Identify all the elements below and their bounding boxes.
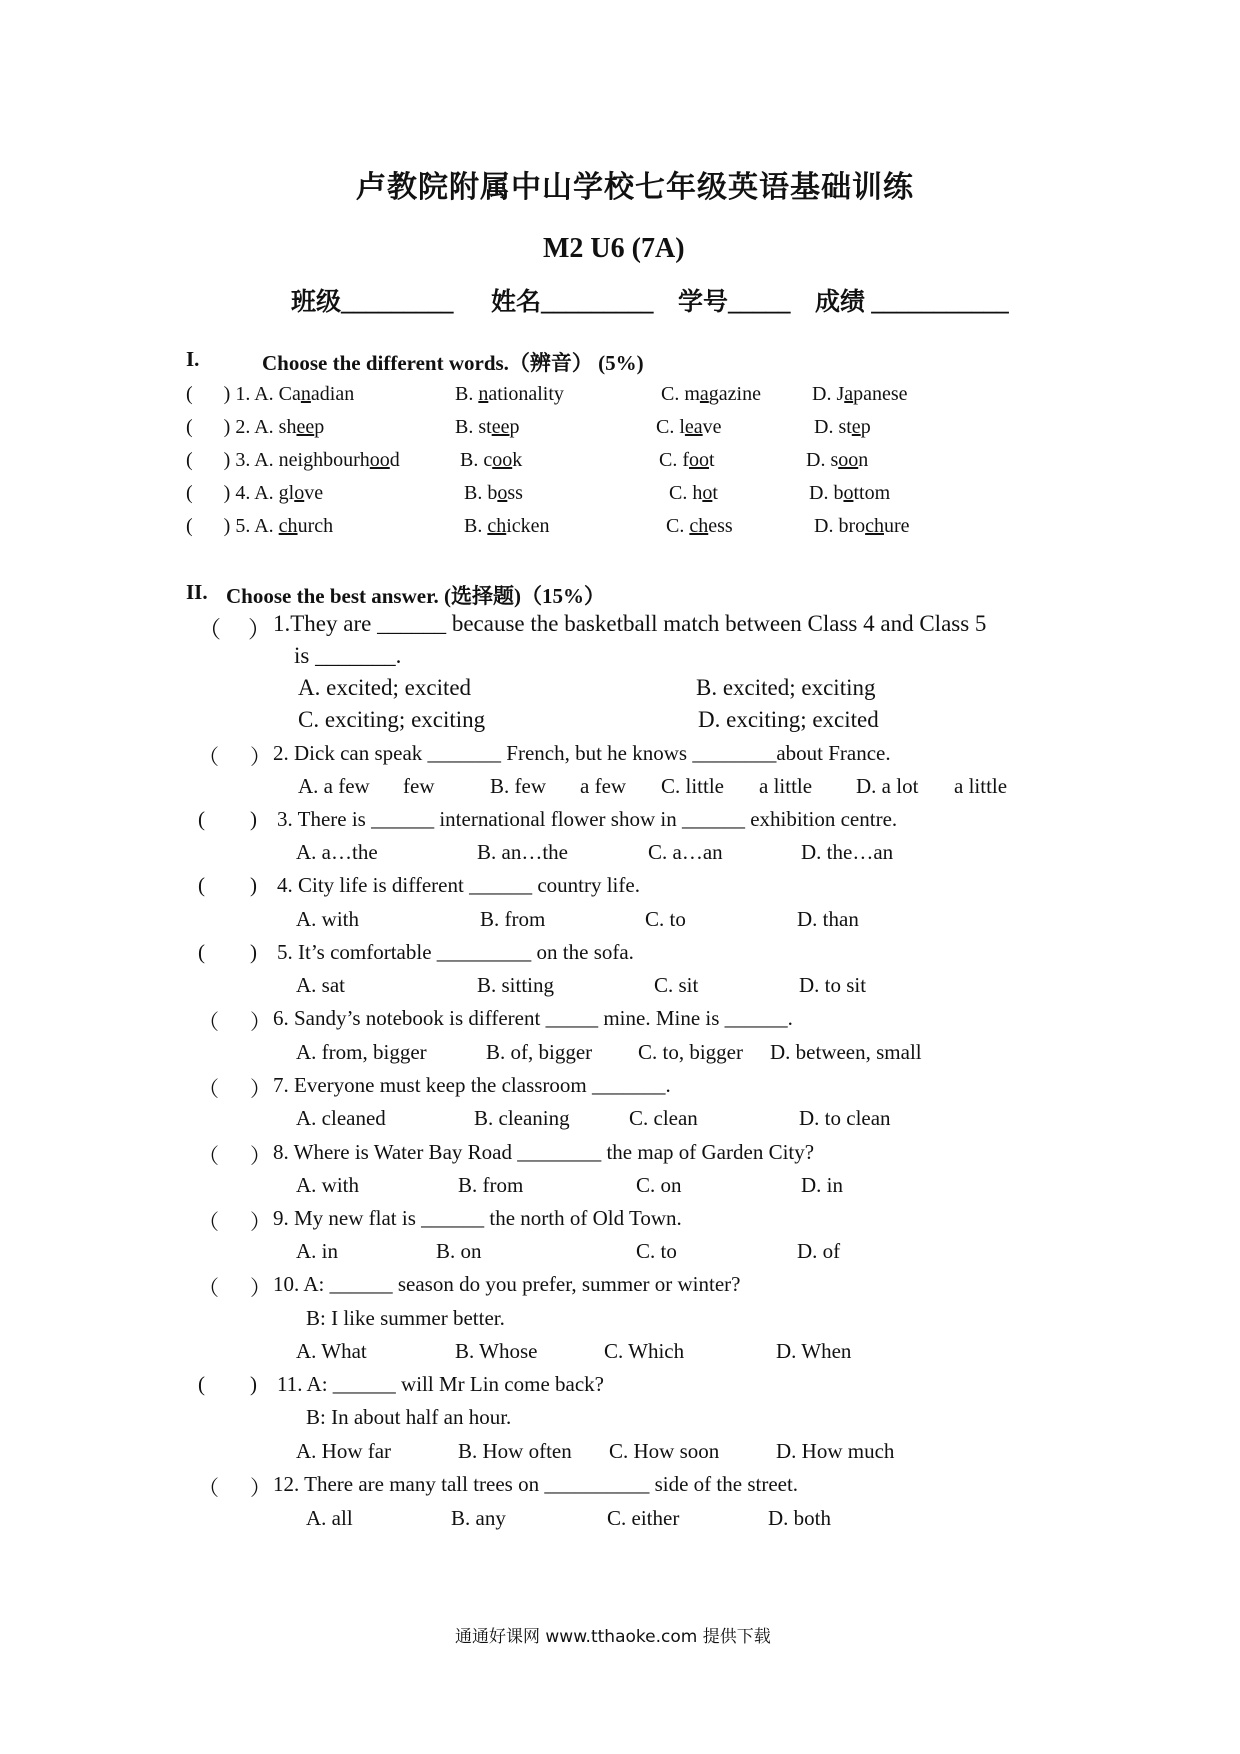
- option-c: C. foot: [659, 449, 715, 471]
- answer-bracket: ( ) 4. A. glove: [186, 482, 324, 504]
- answer-bracket-open: (: [198, 940, 205, 964]
- option-b-second: a few: [580, 774, 627, 798]
- option-d: D. between, small: [770, 1040, 922, 1064]
- option-d: D. How much: [776, 1439, 895, 1463]
- section2-heading: Choose the best answer. (选择题)（15%）: [226, 584, 605, 608]
- question-stem: 6. Sandy’s notebook is different _____ mine. Mine is ______.: [273, 1006, 793, 1030]
- answer-bracket-open: （: [198, 1476, 219, 1500]
- option-b: B. cleaning: [474, 1106, 570, 1130]
- question-stem: 12. There are many tall trees on __________ side of the street.: [273, 1472, 799, 1496]
- answer-bracket: ( ) 1. A. Canadian: [186, 383, 355, 405]
- option-a: A. What: [296, 1339, 367, 1363]
- option-b: B. from: [458, 1173, 524, 1197]
- option-b: B. any: [451, 1506, 506, 1530]
- dialogue-reply: B: In about half an hour.: [306, 1405, 512, 1429]
- option-d: D. in: [801, 1173, 843, 1197]
- option-b: B. from: [480, 907, 546, 931]
- option-a-second: few: [403, 774, 435, 798]
- question-stem: 4. City life is different ______ country life.: [277, 873, 640, 897]
- question-stem: 8. Where is Water Bay Road ________ the map of Garden City?: [273, 1140, 815, 1164]
- answer-bracket-close: ）: [250, 745, 271, 769]
- question-stem: 7. Everyone must keep the classroom _______.: [273, 1073, 671, 1097]
- answer-bracket-close: ）: [250, 1077, 271, 1101]
- option-c: C. either: [607, 1506, 680, 1530]
- option-b: B. How often: [458, 1439, 572, 1463]
- option-d: D. When: [776, 1339, 852, 1363]
- answer-bracket-close: ): [250, 807, 257, 831]
- option-b: B. nationality: [455, 383, 564, 405]
- section1-heading: Choose the different words.（辨音） (5%): [262, 351, 644, 375]
- option-b: B. steep: [455, 416, 520, 438]
- answer-bracket: ( ) 5. A. church: [186, 515, 334, 537]
- question-stem: 1.They are ______ because the basketball match between Class 4 and Class 5: [273, 611, 987, 636]
- answer-bracket-close: ): [250, 1372, 257, 1396]
- question-stem: 11. A: ______ will Mr Lin come back?: [277, 1372, 604, 1396]
- answer-bracket-close: ): [250, 873, 257, 897]
- question-stem: 5. It’s comfortable _________ on the sofa.: [277, 940, 634, 964]
- option-d: D. both: [768, 1506, 831, 1530]
- option-b: B. an…the: [477, 840, 568, 864]
- option-d: D. to clean: [799, 1106, 891, 1130]
- answer-bracket-close: ): [250, 940, 257, 964]
- option-d: D. brochure: [814, 515, 910, 537]
- option-b: B. chicken: [464, 515, 550, 537]
- answer-bracket: ( ) 3. A. neighbourhood: [186, 449, 400, 471]
- option-c: C. to: [645, 907, 686, 931]
- question-stem: 10. A: ______ season do you prefer, summer or winter?: [273, 1272, 741, 1296]
- question-stem-continued: is _______.: [294, 643, 402, 668]
- option-d: D. to sit: [799, 973, 867, 997]
- dialogue-reply: B: I like summer better.: [306, 1306, 505, 1330]
- option-a: A. with: [296, 907, 359, 931]
- option-a: A. How far: [296, 1439, 392, 1463]
- option-c: C. leave: [656, 416, 722, 438]
- answer-bracket-open: （: [198, 617, 221, 642]
- option-a: A. a…the: [296, 840, 378, 864]
- answer-bracket-open: （: [198, 1276, 219, 1300]
- student-id-field: 学号_____: [678, 289, 791, 316]
- option-a: A. with: [296, 1173, 359, 1197]
- class-field: 班级_________: [291, 289, 454, 316]
- option-c-second: a little: [759, 774, 813, 798]
- page-title: 卢教院附属中山学校七年级英语基础训练: [356, 171, 914, 204]
- option-a: A. excited; excited: [298, 675, 472, 700]
- answer-bracket-open: （: [198, 745, 219, 769]
- question-stem: 9. My new flat is ______ the north of Old Town.: [273, 1206, 682, 1230]
- option-d: D. a lot: [856, 774, 919, 798]
- option-c: C. on: [636, 1173, 682, 1197]
- answer-bracket-close: ）: [248, 617, 271, 642]
- option-d: D. the…an: [801, 840, 894, 864]
- name-field: 姓名_________: [491, 289, 654, 316]
- answer-bracket-open: （: [198, 1077, 219, 1101]
- option-d: D. than: [797, 907, 859, 931]
- answer-bracket-open: (: [198, 1372, 205, 1396]
- answer-bracket-close: ）: [250, 1476, 271, 1500]
- option-d: D. Japanese: [812, 383, 908, 405]
- option-d: D. step: [814, 416, 871, 438]
- option-c: C. hot: [669, 482, 718, 504]
- answer-bracket-open: （: [198, 1010, 219, 1034]
- option-b: B. sitting: [477, 973, 555, 997]
- option-b: B. Whose: [455, 1339, 538, 1363]
- option-c: C. magazine: [661, 383, 761, 405]
- footer-credit: 通通好课网 www.tthaoke.com 提供下载: [455, 1627, 771, 1647]
- option-c: C. a…an: [648, 840, 723, 864]
- answer-bracket-open: （: [198, 1210, 219, 1234]
- option-b: B. few: [490, 774, 546, 798]
- answer-bracket-close: ）: [250, 1276, 271, 1300]
- option-d: D. of: [797, 1239, 841, 1263]
- answer-bracket-open: （: [198, 1144, 219, 1168]
- option-d: D. exciting; excited: [698, 707, 879, 732]
- option-c: C. to: [636, 1239, 677, 1263]
- option-a: A. sat: [296, 973, 345, 997]
- option-d-second: a little: [954, 774, 1008, 798]
- option-a: A. in: [296, 1239, 338, 1263]
- score-field: 成绩 ___________: [815, 289, 1009, 316]
- answer-bracket-open: (: [198, 873, 205, 897]
- page-subtitle: M2 U6 (7A): [543, 233, 685, 264]
- option-c: C. to, bigger: [638, 1040, 743, 1064]
- option-b: B. on: [436, 1239, 482, 1263]
- question-stem: 3. There is ______ international flower show in ______ exhibition centre.: [277, 807, 898, 831]
- option-b: B. excited; exciting: [696, 675, 876, 700]
- option-c: C. chess: [666, 515, 733, 537]
- option-d: D. soon: [806, 449, 869, 471]
- answer-bracket: ( ) 2. A. sheep: [186, 416, 325, 438]
- option-a: A. from, bigger: [296, 1040, 427, 1064]
- question-stem: 2. Dick can speak _______ French, but he knows ________about France.: [273, 741, 891, 765]
- option-b: B. cook: [460, 449, 523, 471]
- option-c: C. clean: [629, 1106, 698, 1130]
- option-d: D. bottom: [809, 482, 891, 504]
- option-a: A. all: [306, 1506, 353, 1530]
- option-a: A. cleaned: [296, 1106, 386, 1130]
- section2-number: II.: [186, 580, 208, 604]
- option-b: B. of, bigger: [486, 1040, 593, 1064]
- answer-bracket-close: ）: [250, 1144, 271, 1168]
- section1-number: I.: [186, 347, 200, 371]
- option-b: B. boss: [464, 482, 523, 504]
- option-c: C. exciting; exciting: [298, 707, 486, 732]
- answer-bracket-open: (: [198, 807, 205, 831]
- option-a: A. a few: [298, 774, 370, 798]
- answer-bracket-close: ）: [250, 1010, 271, 1034]
- option-c: C. little: [661, 774, 724, 798]
- answer-bracket-close: ）: [250, 1210, 271, 1234]
- option-c: C. Which: [604, 1339, 685, 1363]
- option-c: C. How soon: [609, 1439, 720, 1463]
- option-c: C. sit: [654, 973, 699, 997]
